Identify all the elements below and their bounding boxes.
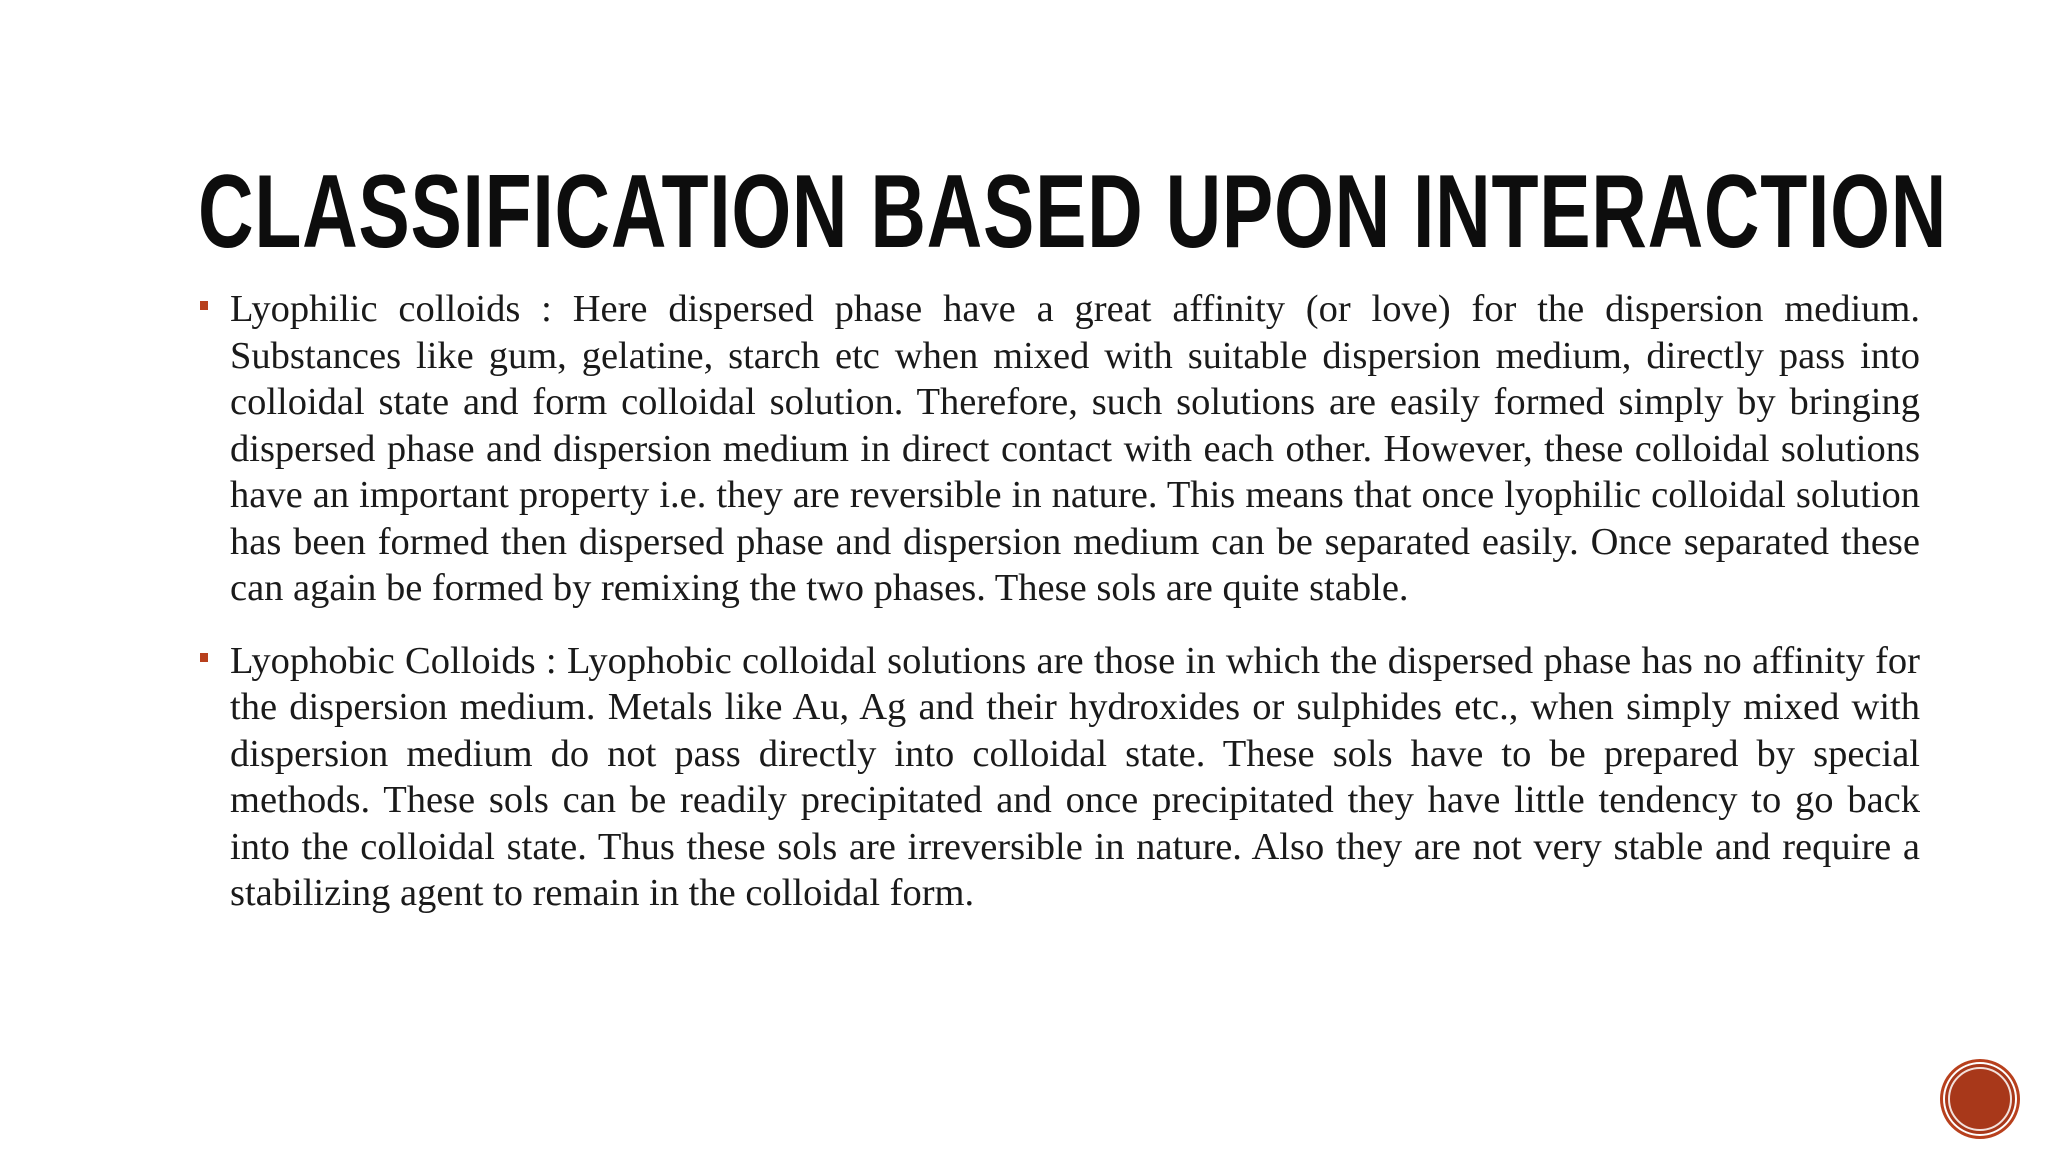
bullet-item-lyophilic xyxy=(200,286,1920,612)
slide-title: CLASSIFICATION BASED UPON INTERACTION xyxy=(198,154,1948,270)
square-bullet-icon xyxy=(200,301,208,310)
slide-content xyxy=(200,286,1920,943)
slide-nav-circle-icon[interactable] xyxy=(1943,1062,2017,1136)
square-bullet-icon xyxy=(200,653,208,662)
bullet-list xyxy=(200,286,1920,917)
bullet-text: Lyophilic colloids : Here dispersed phase have a great affinity (or love) for the dispersion medium. Substances like gum, gelatine, starch etc when mixed with suitable dispersion medium, directly pass into colloidal state and form colloidal solution. Therefore, such solutions are easily formed simply by bringing dispersed phase and dispersion medium in direct contact with each other. However, these colloidal solutions have an important property i.e. they are reversible in nature. This means that once lyophilic colloidal solution has been formed then dispersed phase and dispersion medium can be separated easily. Once separated these can again be formed by remixing the two phases. These sols are quite stable. xyxy=(230,288,1920,609)
bullet-item-lyophobic xyxy=(200,638,1920,917)
bullet-text: Lyophobic Colloids : Lyophobic colloidal solutions are those in which the dispersed phase has no affinity for the dispersion medium. Metals like Au, Ag and their hydroxides or sulphides etc., when simply mixed with dispersion medium do not pass directly into colloidal state. These sols have to be prepared by special methods. These sols can be readily precipitated and once precipitated they have little tendency to go back into the colloidal state. Thus these sols are irreversible in nature. Also they are not very stable and require a stabilizing agent to remain in the colloidal form. xyxy=(230,639,1920,914)
